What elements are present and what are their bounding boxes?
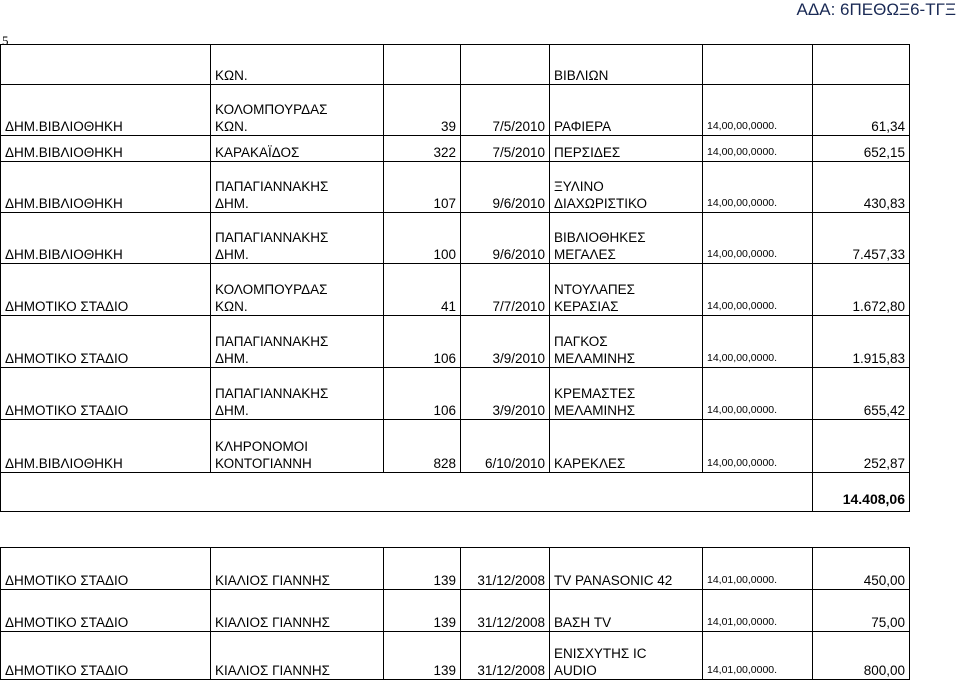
supplier-cell-line: ΠΑΠΑΓΙΑΝΝΑΚΗΣ — [215, 334, 329, 349]
supplier-cell-line: ΚΙΑΛΙΟΣ ΓΙΑΝΝΗΣ — [215, 663, 330, 678]
department-cell: ΔΗΜΟΤΙΚΟ ΣΤΑΔΙΟ — [1, 590, 211, 632]
table-row — [1, 264, 910, 316]
date-cell: 9/6/2010 — [461, 162, 550, 213]
amount-cell: 75,00 — [813, 590, 910, 632]
item-cell — [550, 632, 703, 680]
item-cell-line: ΝΤΟΥΛΑΠΕΣ — [554, 282, 635, 297]
quantity-cell: 139 — [384, 632, 461, 680]
page-number: 5 — [2, 33, 9, 48]
supplier-cell — [211, 136, 384, 162]
department-cell: ΔΗΜΟΤΙΚΟ ΣΤΑΔΙΟ — [1, 264, 211, 316]
date-cell: 31/12/2008 — [461, 590, 550, 632]
account-code-cell: 14,00,00,0000. — [703, 316, 813, 368]
department-cell: ΔΗΜΟΤΙΚΟ ΣΤΑΔΙΟ — [1, 316, 211, 368]
amount-cell: 61,34 — [813, 85, 910, 136]
item-cell — [550, 420, 703, 473]
account-code-cell: 14,00,00,0000. — [703, 420, 813, 473]
date-cell: 7/5/2010 — [461, 85, 550, 136]
item-cell-line: ΒΑΣΗ TV — [554, 615, 612, 630]
department-cell: ΔΗΜ.ΒΙΒΛΙΟΘΗΚΗ — [1, 213, 211, 264]
total-spacer — [1, 473, 813, 512]
department-cell: ΔΗΜΟΤΙΚΟ ΣΤΑΔΙΟ — [1, 368, 211, 420]
supplier-cell — [211, 85, 384, 136]
quantity-cell — [384, 45, 461, 85]
quantity-cell: 322 — [384, 136, 461, 162]
account-code-cell: 14,00,00,0000. — [703, 264, 813, 316]
supplier-cell — [211, 316, 384, 368]
item-cell-line: ΜΕΛΑΜΙΝΗΣ — [554, 351, 636, 366]
supplier-cell-line: ΚΟΛΟΜΠΟΥΡΔΑΣ — [215, 102, 328, 117]
account-code-cell: 14,00,00,0000. — [703, 85, 813, 136]
supplier-cell-line: ΔΗΜ. — [215, 351, 249, 366]
item-cell-line: ΜΕΛΑΜΙΝΗΣ — [554, 403, 636, 418]
department-cell: ΔΗΜ.ΒΙΒΛΙΟΘΗΚΗ — [1, 162, 211, 213]
ada-code: ΑΔΑ: 6ΠΕΘΩΞ6-ΤΓΞ — [796, 0, 956, 19]
account-code-cell: 14,01,00,0000. — [703, 548, 813, 590]
supplier-cell-line: ΔΗΜ. — [215, 403, 249, 418]
inventory-table — [0, 44, 910, 512]
quantity-cell: 106 — [384, 316, 461, 368]
supplier-cell-line: ΚΩΝ. — [215, 68, 248, 83]
item-cell-line: ΡΑΦΙΕΡΑ — [554, 119, 612, 134]
department-cell — [1, 45, 211, 85]
date-cell: 7/7/2010 — [461, 264, 550, 316]
date-cell: 31/12/2008 — [461, 548, 550, 590]
account-code-cell: 14,01,00,0000. — [703, 632, 813, 680]
supplier-cell — [211, 162, 384, 213]
account-code-cell: 14,00,00,0000. — [703, 162, 813, 213]
date-cell: 3/9/2010 — [461, 316, 550, 368]
item-cell — [550, 213, 703, 264]
date-cell: 3/9/2010 — [461, 368, 550, 420]
quantity-cell: 106 — [384, 368, 461, 420]
item-cell-line: ΠΕΡΣΙΔΕΣ — [554, 145, 621, 160]
date-cell: 6/10/2010 — [461, 420, 550, 473]
item-cell-line: ΚΑΡΕΚΛΕΣ — [554, 456, 626, 471]
item-cell — [550, 316, 703, 368]
item-cell-line: ΒΙΒΛΙΟΘΗΚΕΣ — [554, 230, 646, 245]
quantity-cell: 139 — [384, 590, 461, 632]
item-cell — [550, 85, 703, 136]
supplier-cell — [211, 368, 384, 420]
quantity-cell: 100 — [384, 213, 461, 264]
date-cell — [461, 45, 550, 85]
item-cell — [550, 368, 703, 420]
table-row — [1, 548, 910, 590]
amount-cell: 252,87 — [813, 420, 910, 473]
quantity-cell: 139 — [384, 548, 461, 590]
item-cell-line: TV PANASONIC 42 — [554, 573, 673, 588]
item-cell-line: ΞΥΛΙΝΟ — [554, 179, 604, 194]
table-row — [1, 162, 910, 213]
department-cell: ΔΗΜ.ΒΙΒΛΙΟΘΗΚΗ — [1, 420, 211, 473]
table-row — [1, 45, 910, 85]
date-cell: 9/6/2010 — [461, 213, 550, 264]
item-cell-line: ΒΙΒΛΙΩΝ — [554, 68, 609, 83]
supplier-cell-line: ΠΑΠΑΓΙΑΝΝΑΚΗΣ — [215, 386, 329, 401]
supplier-cell-line: ΔΗΜ. — [215, 247, 249, 262]
supplier-cell-line: ΠΑΠΑΓΙΑΝΝΑΚΗΣ — [215, 179, 329, 194]
supplier-cell-line: ΔΗΜ. — [215, 196, 249, 211]
amount-cell: 1.915,83 — [813, 316, 910, 368]
quantity-cell: 39 — [384, 85, 461, 136]
amount-cell — [813, 45, 910, 85]
department-cell: ΔΗΜ.ΒΙΒΛΙΟΘΗΚΗ — [1, 136, 211, 162]
table-row — [1, 632, 910, 680]
item-cell-line: ΚΡΕΜΑΣΤΕΣ — [554, 386, 636, 401]
supplier-cell — [211, 420, 384, 473]
table-row — [1, 420, 910, 473]
item-cell-line: ΕΝΙΣΧΥΤΗΣ IC — [554, 646, 647, 661]
item-cell — [550, 136, 703, 162]
total-row — [1, 473, 910, 512]
inventory-table-2 — [0, 547, 910, 680]
amount-cell: 652,15 — [813, 136, 910, 162]
supplier-cell — [211, 590, 384, 632]
table-row — [1, 590, 910, 632]
supplier-cell-line: ΚΙΑΛΙΟΣ ΓΙΑΝΝΗΣ — [215, 615, 330, 630]
supplier-cell-line: ΚΟΝΤΟΓΙΑΝΝΗ — [215, 456, 312, 471]
item-cell — [550, 264, 703, 316]
item-cell-line: AUDIO — [554, 663, 597, 678]
supplier-cell — [211, 548, 384, 590]
supplier-cell-line: ΚΑΡΑΚΑΪΔΟΣ — [215, 145, 300, 160]
table-row — [1, 136, 910, 162]
item-cell-line: ΠΑΓΚΟΣ — [554, 334, 608, 349]
supplier-cell-line: ΚΩΝ. — [215, 119, 248, 134]
quantity-cell: 107 — [384, 162, 461, 213]
supplier-cell-line: ΚΟΛΟΜΠΟΥΡΔΑΣ — [215, 282, 328, 297]
item-cell — [550, 162, 703, 213]
department-cell: ΔΗΜΟΤΙΚΟ ΣΤΑΔΙΟ — [1, 548, 211, 590]
supplier-cell-line: ΚΛΗΡΟΝΟΜΟΙ — [215, 439, 309, 454]
supplier-cell — [211, 264, 384, 316]
supplier-cell-line: ΚΙΑΛΙΟΣ ΓΙΑΝΝΗΣ — [215, 573, 330, 588]
item-cell-line: ΚΕΡΑΣΙΑΣ — [554, 299, 619, 314]
table-row — [1, 368, 910, 420]
date-cell: 31/12/2008 — [461, 632, 550, 680]
amount-cell: 430,83 — [813, 162, 910, 213]
account-code-cell: 14,00,00,0000. — [703, 213, 813, 264]
amount-cell: 450,00 — [813, 548, 910, 590]
supplier-cell — [211, 213, 384, 264]
supplier-cell-line: ΠΑΠΑΓΙΑΝΝΑΚΗΣ — [215, 230, 329, 245]
item-cell-line: ΔΙΑΧΩΡΙΣΤΙΚΟ — [554, 196, 648, 211]
supplier-cell — [211, 632, 384, 680]
account-code-cell: 14,01,00,0000. — [703, 590, 813, 632]
department-cell: ΔΗΜΟΤΙΚΟ ΣΤΑΔΙΟ — [1, 632, 211, 680]
supplier-cell-line: ΚΩΝ. — [215, 299, 248, 314]
supplier-cell — [211, 45, 384, 85]
item-cell — [550, 590, 703, 632]
date-cell: 7/5/2010 — [461, 136, 550, 162]
department-cell: ΔΗΜ.ΒΙΒΛΙΟΘΗΚΗ — [1, 85, 211, 136]
account-code-cell: 14,00,00,0000. — [703, 368, 813, 420]
item-cell — [550, 45, 703, 85]
table-row — [1, 316, 910, 368]
table-row — [1, 85, 910, 136]
quantity-cell: 41 — [384, 264, 461, 316]
amount-cell: 800,00 — [813, 632, 910, 680]
account-code-cell — [703, 45, 813, 85]
amount-cell: 655,42 — [813, 368, 910, 420]
item-cell — [550, 548, 703, 590]
account-code-cell: 14,00,00,0000. — [703, 136, 813, 162]
total-amount: 14.408,06 — [813, 473, 910, 512]
table-row — [1, 213, 910, 264]
quantity-cell: 828 — [384, 420, 461, 473]
item-cell-line: ΜΕΓΑΛΕΣ — [554, 247, 616, 262]
amount-cell: 7.457,33 — [813, 213, 910, 264]
amount-cell: 1.672,80 — [813, 264, 910, 316]
